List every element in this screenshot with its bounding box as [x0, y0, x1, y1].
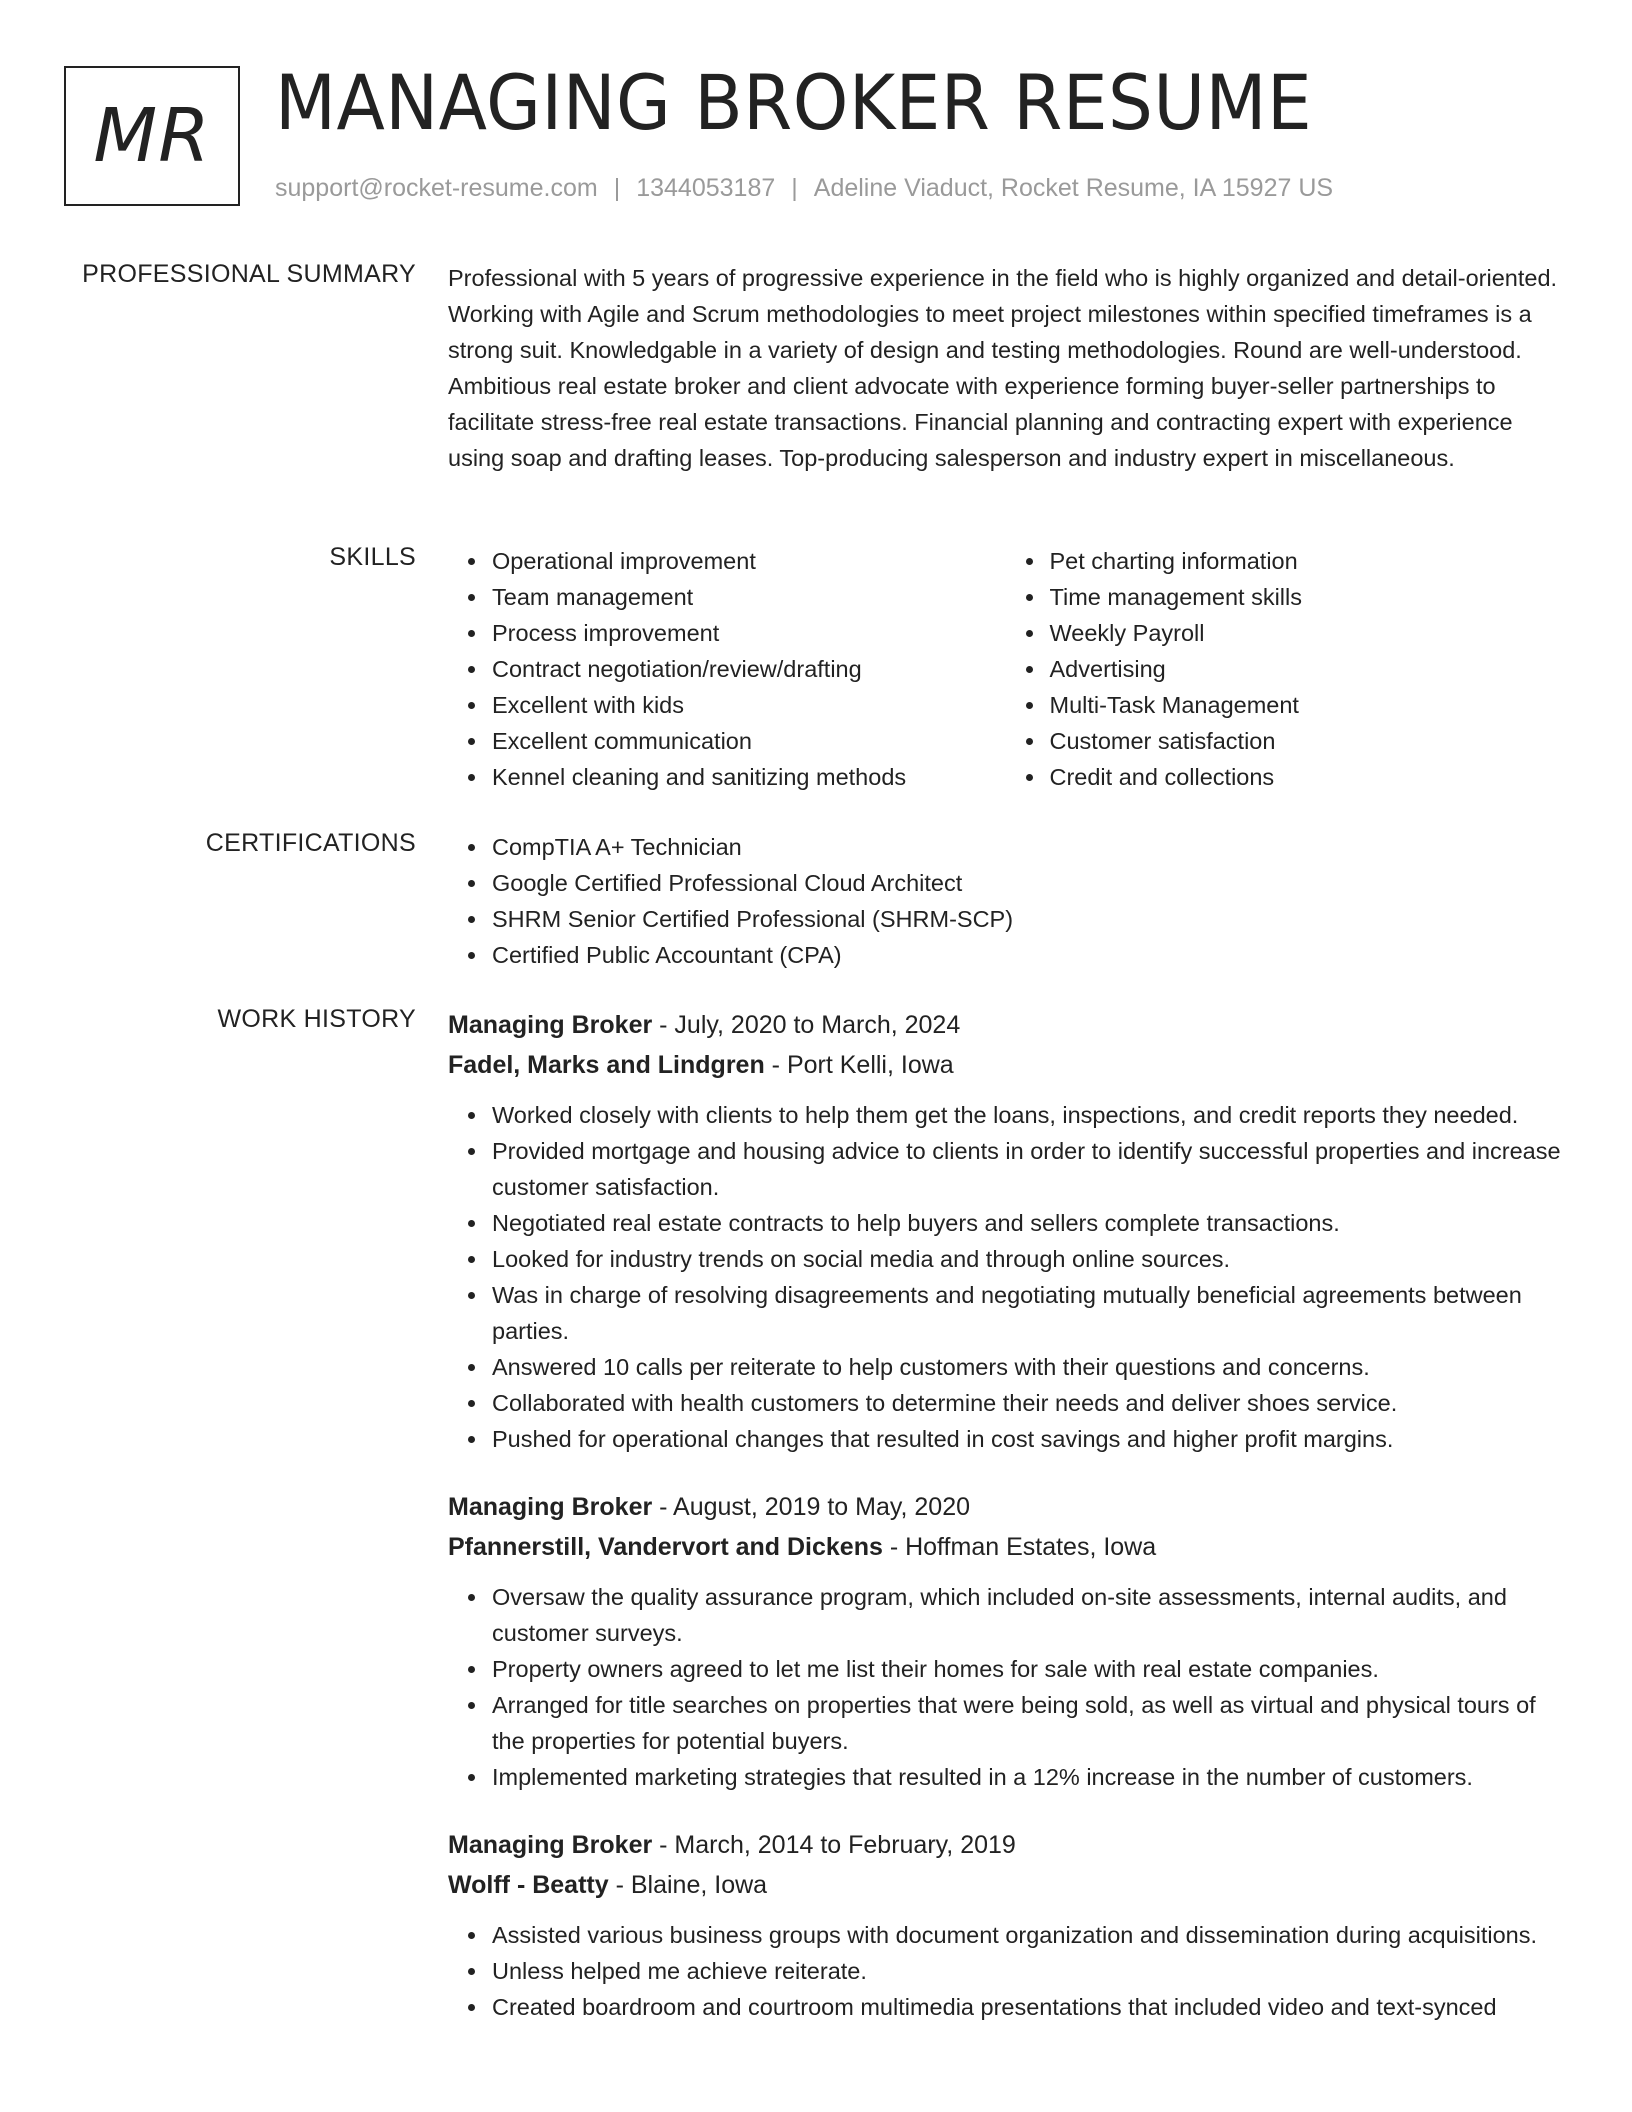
job-title-line [448, 1487, 1563, 1527]
job-bullet: Created boardroom and courtroom multimedia presentations that included video and text-synced [492, 1989, 1563, 2025]
skill-item: Multi-Task Management [1050, 687, 1564, 723]
skills-label: SKILLS [329, 543, 416, 571]
job-bullet: Arranged for title searches on properties that were being sold, as well as virtual and physical tours of the properties for potential buyers. [492, 1687, 1563, 1759]
certification-item: Certified Public Accountant (CPA) [492, 937, 1563, 973]
contact-email: support@rocket-resume.com [275, 174, 598, 202]
job-entry [448, 1487, 1563, 1795]
skill-item: Pet charting information [1050, 543, 1564, 579]
job-dates: - March, 2014 to February, 2019 [652, 1831, 1016, 1859]
job-bullet: Property owners agreed to let me list their homes for sale with real estate companies. [492, 1651, 1563, 1687]
job-company-line [448, 1045, 1563, 1085]
job-dates: - July, 2020 to March, 2024 [652, 1011, 961, 1039]
job-bullet: Pushed for operational changes that resulted in cost savings and higher profit margins. [492, 1421, 1563, 1457]
job-bullet: Unless helped me achieve reiterate. [492, 1953, 1563, 1989]
job-title: Managing Broker [448, 1493, 653, 1521]
job-dates: - August, 2019 to May, 2020 [652, 1493, 971, 1521]
job-company: Wolff - Beatty [448, 1871, 609, 1899]
skill-item: Customer satisfaction [1050, 723, 1564, 759]
job-company: Fadel, Marks and Lindgren [448, 1051, 765, 1079]
certification-item: CompTIA A+ Technician [492, 829, 1563, 865]
contact-separator: | [791, 174, 798, 202]
contact-line [275, 174, 1333, 203]
job-bullet: Provided mortgage and housing advice to clients in order to identify successful properties and increase customer satisfaction. [492, 1133, 1563, 1205]
contact-separator: | [613, 174, 621, 202]
job-bullet: Assisted various business groups with document organization and dissemination during acquisitions. [492, 1917, 1563, 1953]
job-title-line [448, 1005, 1563, 1045]
job-bullet: Implemented marketing strategies that resulted in a 12% increase in the number of customers. [492, 1759, 1563, 1795]
work-history-label: WORK HISTORY [217, 1005, 416, 1033]
job-bullet: Looked for industry trends on social media and through online sources. [492, 1241, 1563, 1277]
job-entry [448, 1005, 1563, 1457]
monogram: MR [64, 66, 240, 206]
job-location: - Port Kelli, Iowa [764, 1051, 954, 1079]
skill-item: Kennel cleaning and sanitizing methods [492, 759, 1006, 795]
certifications-label: CERTIFICATIONS [205, 829, 416, 857]
job-location: - Blaine, Iowa [608, 1871, 768, 1899]
skill-item: Weekly Payroll [1050, 615, 1564, 651]
skill-item: Time management skills [1050, 579, 1564, 615]
contact-phone: 1344053187 [636, 174, 776, 202]
skills-list-right [1006, 543, 1564, 795]
job-bullet: Negotiated real estate contracts to help buyers and sellers complete transactions. [492, 1205, 1563, 1241]
resume-title: MANAGING BROKER RESUME [275, 58, 1313, 147]
certifications-list [448, 829, 1563, 973]
skill-item: Team management [492, 579, 1006, 615]
skill-item: Contract negotiation/review/drafting [492, 651, 1006, 687]
certification-item: SHRM Senior Certified Professional (SHRM-SCP) [492, 901, 1563, 937]
certification-item: Google Certified Professional Cloud Architect [492, 865, 1563, 901]
job-title-line [448, 1825, 1563, 1865]
summary-text: Professional with 5 years of progressive experience in the field who is highly organized and detail-oriented. Working with Agile and Scrum methodologies to meet project milestones within specified timeframes is a strong suit. Knowledgable in a variety of design and testing methodologies. Round are well-understood. Ambitious real estate broker and client advocate with experience forming buyer-seller partnerships to facilitate stress-free real estate transactions. Financial planning and contracting expert with experience using soap and drafting leases. Top-producing salesperson and industry expert in miscellaneous. [448, 265, 1558, 471]
skill-item: Process improvement [492, 615, 1006, 651]
job-bullets [448, 1097, 1563, 1457]
job-company: Pfannerstill, Vandervort and Dickens [448, 1533, 883, 1561]
job-bullet: Answered 10 calls per reiterate to help customers with their questions and concerns. [492, 1349, 1563, 1385]
job-bullets [448, 1917, 1563, 2025]
contact-address: Adeline Viaduct, Rocket Resume, IA 15927 US [813, 174, 1334, 202]
skill-item: Operational improvement [492, 543, 1006, 579]
job-location: - Hoffman Estates, Iowa [882, 1533, 1157, 1561]
job-entry [448, 1825, 1563, 2025]
job-bullet: Collaborated with health customers to determine their needs and deliver shoes service. [492, 1385, 1563, 1421]
job-company-line [448, 1865, 1563, 1905]
job-company-line [448, 1527, 1563, 1567]
job-bullet: Worked closely with clients to help them get the loans, inspections, and credit reports they needed. [492, 1097, 1563, 1133]
skill-item: Excellent communication [492, 723, 1006, 759]
job-bullet: Was in charge of resolving disagreements and negotiating mutually beneficial agreements between parties. [492, 1277, 1563, 1349]
skill-item: Excellent with kids [492, 687, 1006, 723]
skill-item: Advertising [1050, 651, 1564, 687]
skills-list-left [448, 543, 1006, 795]
job-title: Managing Broker [448, 1011, 653, 1039]
job-title: Managing Broker [448, 1831, 653, 1859]
skill-item: Credit and collections [1050, 759, 1564, 795]
job-bullet: Oversaw the quality assurance program, which included on-site assessments, internal audits, and customer surveys. [492, 1579, 1563, 1651]
summary-label: PROFESSIONAL SUMMARY [82, 260, 416, 288]
job-bullets [448, 1579, 1563, 1795]
